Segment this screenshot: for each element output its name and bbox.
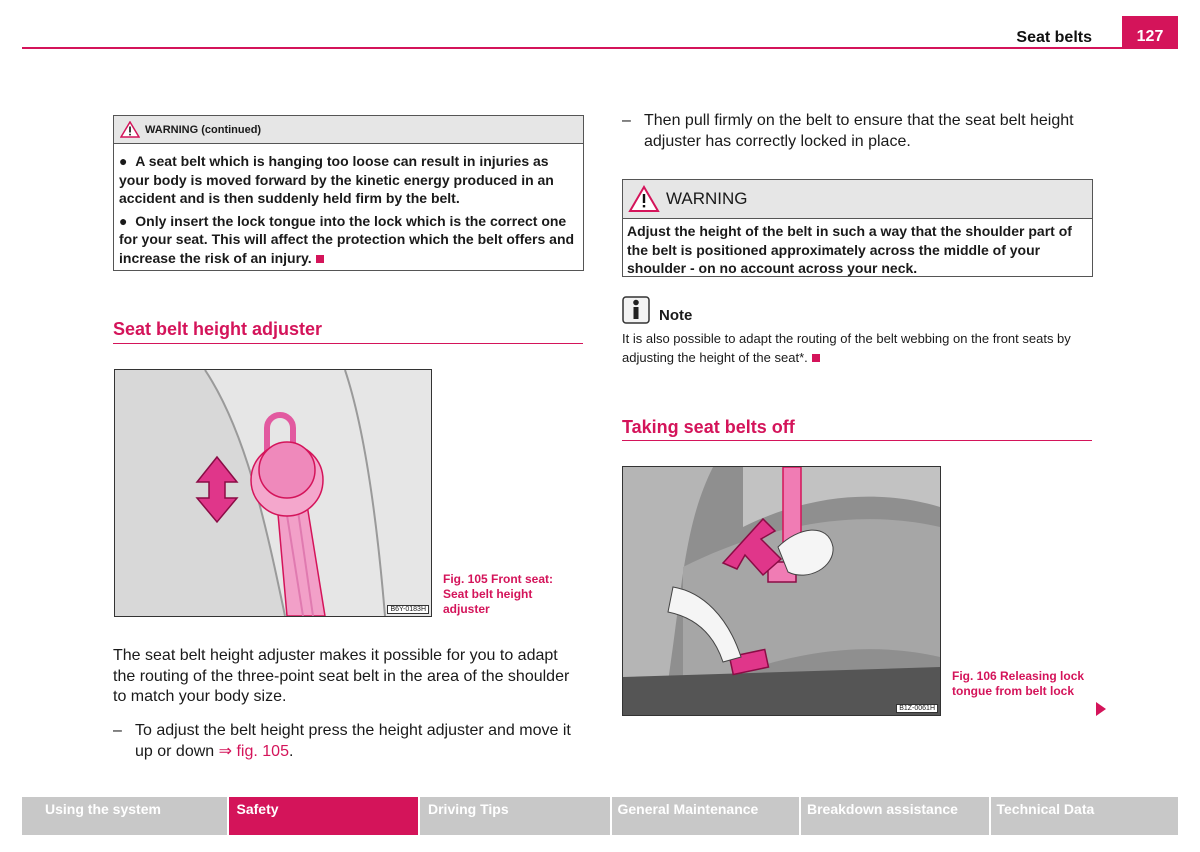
end-marker-icon [316,255,324,263]
section-title-taking-off: Taking seat belts off [622,417,795,437]
dash-marker: – [622,112,631,129]
step-adjust [113,721,583,762]
tab-using-the-system[interactable]: Using the system [22,797,227,835]
belt-height-adjuster-illustration [115,370,431,616]
figure-code: B1Z-0061H [896,704,938,713]
warning-triangle-icon [628,185,660,213]
page-number: 127 [1122,16,1178,49]
warning-text: Adjust the height of the belt in such a way that the shoulder part of the belt is positioned approximately across the middle of your shoulder - on no account across your neck. [627,223,1072,276]
warning-continued-box [113,115,584,271]
step-adjust-text: To adjust the belt height press the height adjuster and move it up or down [135,722,571,760]
chapter-navigation [22,797,1178,835]
running-header: Seat belts [1016,29,1092,46]
note-icon [622,296,650,324]
note-title: Note [659,307,693,324]
step-then [622,111,1092,152]
step-then-text: Then pull firmly on the belt to ensure that the seat belt height adjuster has correctly locked in place. [644,112,1074,150]
tab-safety[interactable]: Safety [229,797,419,835]
tab-general-maintenance[interactable]: General Maintenance [612,797,800,835]
tab-technical-data[interactable]: Technical Data [991,797,1179,835]
figure-105-caption: Fig. 105 Front seat: Seat belt height adjuster [443,572,554,616]
figure-106-image [622,466,941,716]
dash-marker: – [113,722,122,739]
warning-triangle-icon [120,121,140,138]
bullet-icon: ● [119,153,136,169]
height-adjuster-intro: The seat belt height adjuster makes it possible for you to adapt the routing of the three-point seat belt in the area of the shoulder to match your body size. [113,647,570,705]
fig-105-link[interactable]: ⇒ fig. 105 [218,742,289,760]
section-rule [622,440,1092,441]
warning-continued-header [114,116,583,144]
continue-arrow-icon[interactable] [1096,702,1106,721]
figure-106-caption: Fig. 106 Releasing lock tongue from belt lock [952,669,1085,698]
section-title-height-adjuster: Seat belt height adjuster [113,319,323,339]
release-lock-tongue-illustration [623,467,940,715]
figure-105-image [114,369,432,617]
tab-driving-tips[interactable]: Driving Tips [420,797,610,835]
step-end: . [288,742,294,760]
warning-header [623,180,1092,219]
tab-breakdown-assistance[interactable]: Breakdown assistance [801,797,989,835]
warning-item-1: ● A seat belt which is hanging too loose can result in injuries as your body is moved forward by the kinetic energy produced in an accident and is then suddenly held firm by the belt. [119,153,554,206]
bullet-icon: ● [119,212,136,229]
header-rule [22,47,1178,49]
warning-box [622,179,1093,277]
note-text: It is also possible to adapt the routing of the belt webbing on the front seats by adjusting the height of the seat*. [622,331,1071,365]
warning-item-2: ● Only insert the lock tongue into the lock which is the correct one for your seat. This will affect the protection which the belt offers and increase the risk of an injury. [119,212,575,266]
end-marker-icon [812,354,820,362]
figure-code: B6Y-0183H [387,605,429,614]
warning-continued-title: WARNING (continued) [145,123,262,136]
warning-title: WARNING [666,189,748,208]
section-rule [113,343,583,344]
